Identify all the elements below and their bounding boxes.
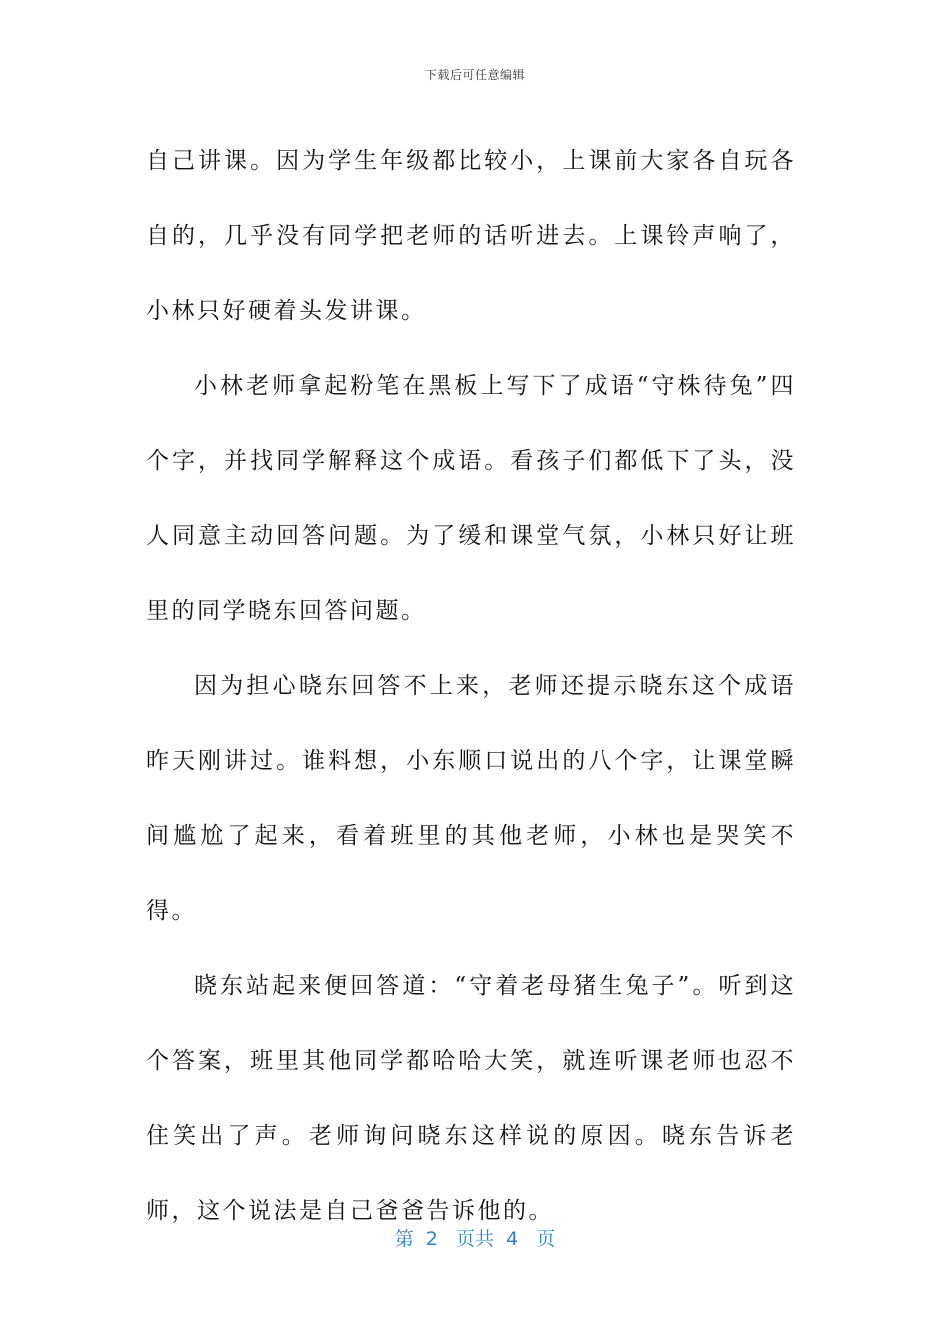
paragraph-continuation: 自己讲课。因为学生年级都比较小，上课前大家各自玩各自的，几乎没有同学把老师的话听进去。上课铃声响了，小林只好硬着头发讲课。 xyxy=(146,148,796,324)
paragraph-hint: 因为担心晓东回答不上来，老师还提示晓东这个成语昨天刚讲过。谁料想，小东顺口说出的八个字，让课堂瞬间尴尬了起来，看着班里的其他老师，小林也是哭笑不得。 xyxy=(146,673,796,924)
paragraph-chalkboard: 小林老师拿起粉笔在黑板上写下了成语“守株待兔”四个字，并找同学解释这个成语。看孩子们都低下了头，没人同意主动回答问题。为了缓和课堂气氛，小林只好让班里的同学晓东回答问题。 xyxy=(146,373,796,624)
document-body xyxy=(146,124,796,1249)
page-number-label: 第 2 页共 4 页 xyxy=(394,1228,556,1250)
page-number-footer xyxy=(0,1224,950,1251)
download-note: 下载后可任意编辑 xyxy=(424,68,525,82)
paragraph-answer: 晓东站起来便回答道：“守着老母猪生兔子”。听到这个答案，班里其他同学都哈哈大笑，就连听课老师也忍不住笑出了声。老师询问晓东这样说的原因。晓东告诉老师，这个说法是自己爸爸告诉他的。 xyxy=(146,973,796,1224)
